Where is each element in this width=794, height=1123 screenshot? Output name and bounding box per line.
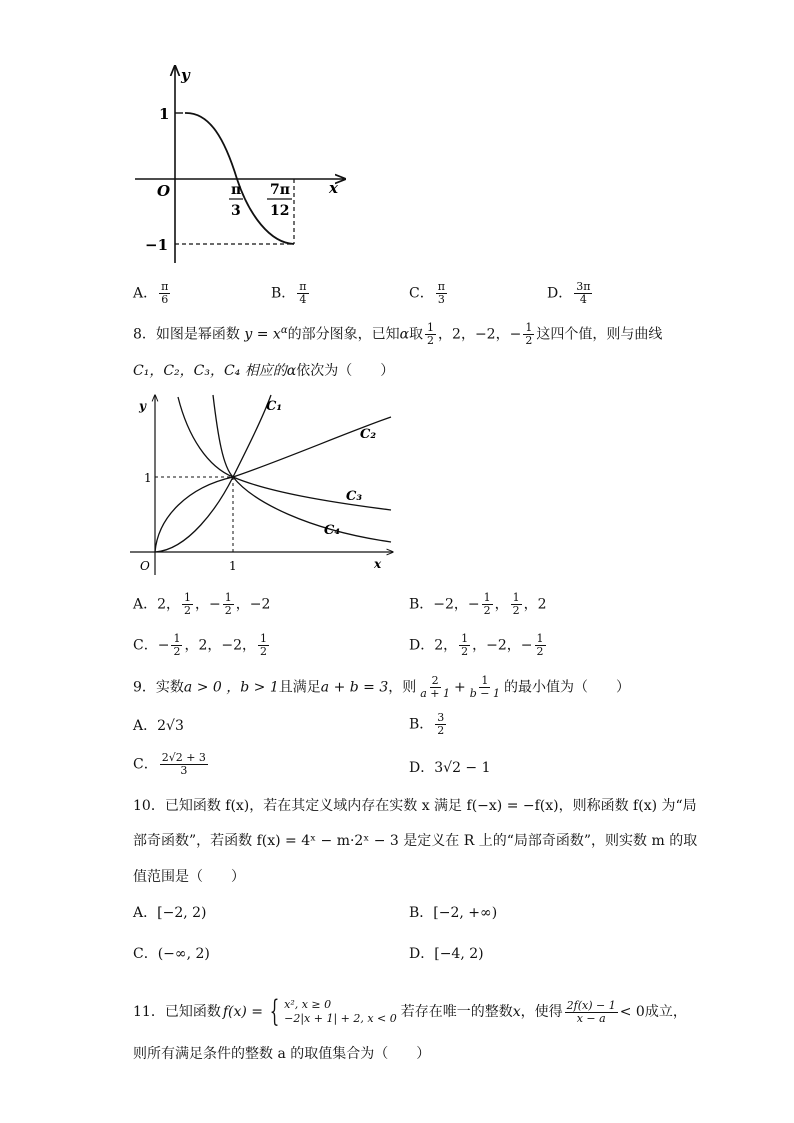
curve-c2: [155, 417, 391, 552]
x-axis-label: x: [374, 557, 382, 571]
tick-label-neg1: −1: [145, 236, 169, 254]
q9-stem: 9．实数a > 0 ，b > 1且满足a + b = 3，则 $\frac{2}{a + 1}$ + $\frac{1}{b - 1}$ 的最小值为（ ）: [133, 674, 631, 700]
label-c4: C₄: [324, 523, 341, 538]
y-axis-label: y: [181, 66, 190, 84]
q10-option-d[interactable]: D．[−4, 2): [409, 946, 484, 962]
q10-option-b[interactable]: B．[−2, +∞): [409, 905, 498, 921]
q7-option-b[interactable]: B． $\frac{\pi}{4}$: [271, 280, 307, 306]
q11-stem-line1: 11． 已知函数 f(x) = { x², x ≥ 0 −2|x + 1| + 2, x < 0 若存在唯一的整数 x ，使得 $\frac{2f(x) - 1}{x - a}$ < 0 成立，: [133, 994, 687, 1029]
label-c1: C₁: [266, 399, 283, 414]
q7-option-a[interactable]: A． $\frac{\pi}{6}$: [133, 280, 169, 306]
tick-pi3-num: π: [231, 182, 242, 198]
q7-option-c[interactable]: C． $\frac{\pi}{3}$: [409, 280, 445, 306]
q8-stem-line2: C₁，C₂，C₃，C₄ 相应的α依次为（ ）: [133, 363, 395, 379]
figure-q8-graph: [128, 392, 398, 577]
q9-option-b[interactable]: B． $\frac{3}{2}$: [409, 711, 445, 737]
q10-stem-line1: 10．已知函数 f(x)，若在其定义域内存在实数 x 满足 f(−x) = −f(x)，则称函数 f(x) 为“局: [133, 798, 697, 814]
piecewise-brace: {: [269, 994, 280, 1029]
origin-label: O: [140, 559, 150, 573]
label-c3: C₃: [346, 489, 363, 504]
q9-option-a[interactable]: A．2√3: [133, 718, 184, 734]
q7-option-d[interactable]: D． $\frac{3\pi}{4}$: [547, 280, 591, 306]
tick-7pi12-den: 12: [270, 203, 290, 219]
x-axis-label: x: [329, 179, 338, 197]
figure-q7-graph: [125, 60, 355, 270]
label-c2: C₂: [360, 427, 377, 442]
q9-option-c[interactable]: C． $\frac{2√2 + 3}{3}$: [133, 751, 206, 777]
origin-label: O: [157, 182, 171, 200]
q10-option-a[interactable]: A．[−2, 2): [133, 905, 207, 921]
q11-stem-line2: 则所有满足条件的整数 a 的取值集合为（ ）: [133, 1046, 431, 1062]
q8-stem-line1: 8．如图是幂函数 $y = x^\alpha$的部分图象，已知α取 $\frac{1}{2}$ ，2，−2，− $\frac{1}{2}$ 这四个值，则与曲线: [133, 321, 663, 348]
curve-c1: [155, 395, 271, 552]
q10-stem-line3: 值范围是（ ）: [133, 869, 245, 885]
q10-stem-line2: 部奇函数”，若函数 f(x) = 4ˣ − m·2ˣ − 3 是定义在 R 上的“局部奇函数”，则实数 m 的取: [133, 833, 698, 849]
tick-x-1: 1: [229, 559, 237, 573]
tick-pi3-den: 3: [231, 203, 241, 219]
tick-7pi12-num: 7π: [270, 182, 290, 198]
q9-option-d[interactable]: D．3√2 − 1: [409, 760, 491, 776]
q8-option-c[interactable]: C．− $\frac{1}{2}$ ，2，−2， $\frac{1}{2}$: [133, 632, 267, 658]
tick-label-1: 1: [159, 105, 170, 123]
q8-option-d[interactable]: D．2， $\frac{1}{2}$ ，−2，− $\frac{1}{2}$: [409, 632, 544, 658]
tick-y-1: 1: [144, 471, 152, 485]
curve-c4: [213, 395, 391, 542]
q8-option-b[interactable]: B．−2，− $\frac{1}{2}$ ， $\frac{1}{2}$ ，2: [409, 591, 547, 617]
q8-option-a[interactable]: A．2， $\frac{1}{2}$ ，− $\frac{1}{2}$ ，−2: [133, 591, 271, 617]
q10-option-c[interactable]: C．(−∞, 2): [133, 946, 210, 962]
y-axis-label: y: [139, 399, 146, 413]
